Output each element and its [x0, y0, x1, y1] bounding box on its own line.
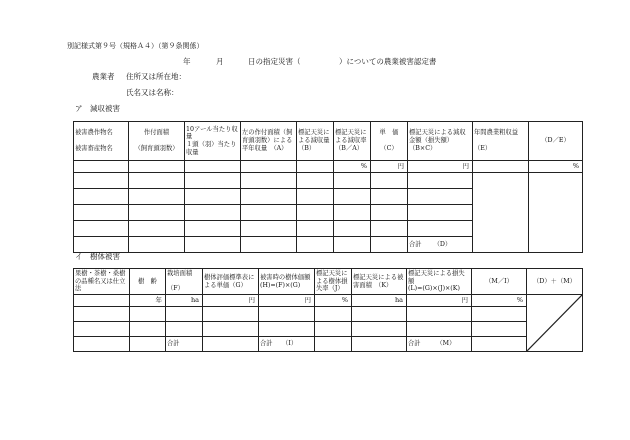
entry-cell[interactable] — [74, 173, 129, 189]
entry-cell[interactable] — [259, 307, 315, 322]
unit-cell — [129, 161, 185, 173]
section-b-title: イ 樹体被害 — [75, 252, 120, 261]
entry-cell[interactable] — [129, 237, 185, 253]
crop-entry-row — [74, 173, 583, 189]
entry-cell[interactable] — [166, 307, 203, 322]
tree-entry-row — [74, 307, 583, 322]
title-paren-close: ）についての農業被害認定書 — [339, 57, 437, 66]
header-planted-area: 作付面積 （飼育頭羽数） — [129, 122, 185, 161]
entry-cell[interactable] — [334, 205, 371, 221]
sum-d-m-cell[interactable] — [527, 295, 583, 352]
header-loss-amount: 標記天災による減収金額（損失額） （B×C） — [408, 122, 473, 161]
entry-cell[interactable] — [129, 221, 185, 237]
entry-cell[interactable] — [241, 221, 297, 237]
entry-cell[interactable] — [203, 337, 259, 352]
header-ratio-d-e: （D／E） — [529, 122, 583, 161]
entry-cell[interactable] — [371, 221, 408, 237]
entry-cell[interactable] — [241, 173, 297, 189]
header-normal-yield: 左の作付面積（飼育頭羽数）による平年収量 （A） — [241, 122, 297, 161]
tree-entry-row — [74, 322, 583, 337]
entry-cell[interactable] — [185, 173, 241, 189]
entry-cell[interactable] — [472, 337, 527, 352]
entry-cell[interactable] — [203, 322, 259, 337]
entry-cell[interactable] — [185, 237, 241, 253]
header-variety: 果樹・茶樹・桑樹の品種名又は仕立法 — [74, 269, 130, 295]
unit-percent: % — [472, 295, 527, 307]
entry-cell[interactable] — [129, 173, 185, 189]
entry-cell[interactable] — [315, 322, 352, 337]
total-i-mark: 合計 （I） — [260, 340, 298, 348]
entry-cell[interactable] — [241, 189, 297, 205]
tree-header-row — [74, 269, 583, 295]
unit-yen: 円 — [408, 161, 473, 173]
header-unit-price: 単 価 （C） — [371, 122, 408, 161]
entry-cell[interactable] — [74, 322, 130, 337]
entry-cell[interactable] — [371, 237, 408, 253]
total-d-cell[interactable] — [408, 237, 473, 253]
header-cultivation-area: 栽培面積 （F） — [166, 269, 203, 295]
tree-unit-row — [74, 295, 583, 307]
entry-cell[interactable] — [334, 221, 371, 237]
entry-cell[interactable] — [259, 322, 315, 337]
title-day-part: 日の指定災害（ — [248, 57, 301, 66]
title-year: 年 — [183, 57, 191, 66]
entry-cell[interactable] — [129, 189, 185, 205]
entry-cell[interactable] — [130, 322, 166, 337]
unit-cell — [297, 161, 334, 173]
unit-cell — [185, 161, 241, 173]
header-annual-income: 年間農業粗収益 （E） — [473, 122, 529, 161]
entry-cell[interactable] — [185, 189, 241, 205]
total-f-cell[interactable] — [166, 337, 203, 352]
entry-cell[interactable] — [334, 173, 371, 189]
tree-damage-table — [73, 268, 583, 352]
entry-cell[interactable] — [74, 337, 130, 352]
entry-cell[interactable] — [166, 322, 203, 337]
unit-percent: % — [334, 161, 371, 173]
crop-loss-table — [73, 121, 583, 253]
entry-cell[interactable] — [74, 307, 130, 322]
entry-cell[interactable] — [74, 221, 129, 237]
entry-cell[interactable] — [185, 205, 241, 221]
unit-cell — [74, 295, 130, 307]
form-code: 別記様式第９号（規格Ａ４）（第９条関係） — [67, 42, 204, 50]
address-label: 住所又は所在地： — [126, 72, 186, 81]
tree-total-row — [74, 337, 583, 352]
unit-yen: 円 — [259, 295, 315, 307]
header-loss-rate: 標記天災による減収率 （B／A） — [334, 122, 371, 161]
unit-hectare: ha — [352, 295, 407, 307]
entry-cell[interactable] — [130, 337, 166, 352]
unit-percent: % — [529, 161, 583, 173]
entry-cell[interactable] — [130, 307, 166, 322]
unit-percent: % — [315, 295, 352, 307]
entry-cell[interactable] — [352, 322, 407, 337]
entry-cell[interactable] — [241, 205, 297, 221]
unit-yen: 円 — [203, 295, 259, 307]
total-label: 合計 — [409, 240, 422, 248]
entry-cell[interactable] — [74, 237, 129, 253]
unit-cell — [473, 161, 529, 173]
entry-cell[interactable] — [408, 205, 473, 221]
crop-header-row — [74, 122, 583, 161]
entry-cell[interactable] — [352, 307, 407, 322]
total-m-mark: 合計 （M） — [408, 340, 456, 348]
entry-cell[interactable] — [408, 189, 473, 205]
entry-cell[interactable] — [129, 205, 185, 221]
entry-cell[interactable] — [297, 221, 334, 237]
farmer-label: 農業者 — [92, 72, 115, 81]
entry-cell[interactable] — [407, 307, 472, 322]
entry-cell[interactable] — [407, 322, 472, 337]
entry-cell[interactable] — [241, 237, 297, 253]
header-yield-per-unit: 10アール当たり収量 １頭（羽）当たり収量 — [185, 122, 241, 161]
title-month: 月 — [216, 57, 224, 66]
header-tree-value: 被害時の樹体価額 (H)=(F)×(G) — [259, 269, 315, 295]
unit-yen: 円 — [371, 161, 408, 173]
entry-cell[interactable] — [297, 189, 334, 205]
entry-cell[interactable] — [371, 173, 408, 189]
diagonal-line — [527, 295, 582, 351]
entry-cell[interactable] — [297, 237, 334, 253]
header-tree-loss-rate: 標記天災による樹体損失率（J） — [315, 269, 352, 295]
entry-cell[interactable] — [334, 237, 371, 253]
entry-cell[interactable] — [315, 307, 352, 322]
entry-cell[interactable] — [297, 173, 334, 189]
unit-year: 年 — [130, 295, 166, 307]
unit-hectare: ha — [166, 295, 203, 307]
header-ratio-m-i: （M／I） — [472, 269, 527, 295]
total-m-cell[interactable] — [407, 337, 472, 352]
entry-cell[interactable] — [472, 322, 527, 337]
header-damaged-area: 標記天災による被害面積 （K） — [352, 269, 407, 295]
total-d-mark: （D） — [433, 240, 452, 248]
entry-cell[interactable] — [371, 189, 408, 205]
section-a-title: ア 減収被害 — [75, 104, 120, 113]
entry-cell[interactable] — [185, 221, 241, 237]
crop-unit-row — [74, 161, 583, 173]
entry-cell[interactable] — [74, 205, 129, 221]
total-f-label: 合計 — [167, 340, 180, 348]
entry-cell[interactable] — [371, 205, 408, 221]
entry-cell-ratio[interactable] — [529, 173, 583, 253]
entry-cell-income[interactable] — [473, 173, 529, 253]
entry-cell[interactable] — [203, 307, 259, 322]
name-label: 氏名又は名称： — [126, 88, 179, 97]
entry-cell[interactable] — [334, 189, 371, 205]
entry-cell[interactable] — [74, 189, 129, 205]
header-yield-loss: 標記天災による減収量 （B） — [297, 122, 334, 161]
header-tree-age: 樹 齢 — [130, 269, 166, 295]
entry-cell[interactable] — [408, 173, 473, 189]
total-i-cell[interactable] — [259, 337, 315, 352]
entry-cell[interactable] — [472, 307, 527, 322]
header-sum-d-m: （D）＋（M） — [527, 269, 583, 295]
header-standard-price: 樹体評価標準表による単価（G） — [203, 269, 259, 295]
entry-cell[interactable] — [352, 337, 407, 352]
entry-cell[interactable] — [408, 221, 473, 237]
entry-cell[interactable] — [315, 337, 352, 352]
header-loss-value: 標記天災による損失額 (L)=(G)×(J)×(K) — [407, 269, 472, 295]
unit-cell — [241, 161, 297, 173]
unit-cell — [74, 161, 129, 173]
header-crop-name: 被害農作物名 被害畜産物名 — [74, 122, 129, 161]
entry-cell[interactable] — [297, 205, 334, 221]
unit-yen: 円 — [407, 295, 472, 307]
